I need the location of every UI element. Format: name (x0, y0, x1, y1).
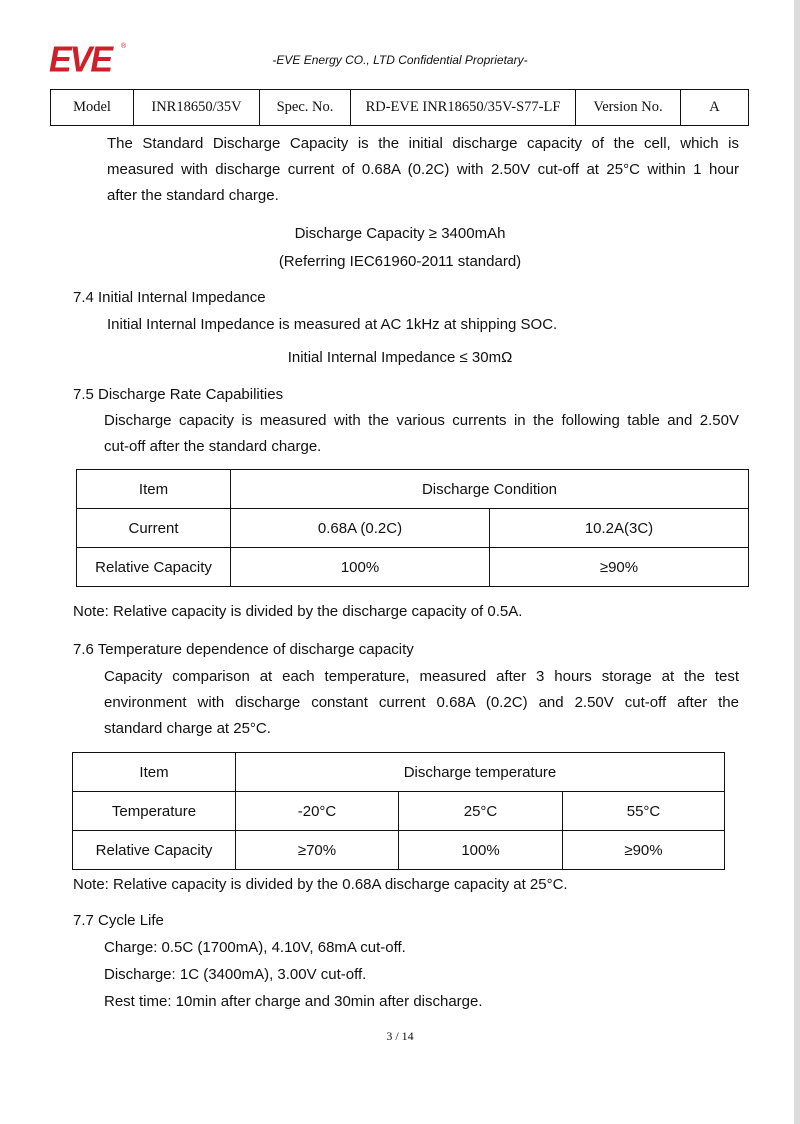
temperature-table (72, 752, 725, 870)
eve-logo: EVE (49, 40, 112, 80)
document-header-table (50, 89, 749, 126)
temp-value-2: 25°C (399, 792, 563, 831)
temp-item-header: Item (73, 753, 236, 792)
section-7-4-text: Initial Internal Impedance is measured at AC 1kHz at shipping SOC. (107, 316, 558, 333)
section-7-5-title: 7.5 Discharge Rate Capabilities (73, 386, 284, 403)
intro-line-2: measured with discharge current of 0.68A (0.2C) with 2.50V cut-off at 25°C within 1 hour (107, 161, 739, 178)
temp-capacity-label: Relative Capacity (73, 831, 236, 870)
rate-capacity-1: 100% (231, 548, 490, 587)
section-7-6-line-2: environment with discharge constant current 0.68A (0.2C) and 2.50V cut-off after the (104, 694, 739, 711)
registered-mark: ® (121, 43, 127, 50)
section-7-5-note: Note: Relative capacity is divided by the discharge capacity of 0.5A. (73, 603, 523, 620)
page-number: 3 / 14 (386, 1029, 414, 1043)
section-7-5-line-2: cut-off after the standard charge. (104, 438, 322, 455)
section-7-6-note: Note: Relative capacity is divided by the 0.68A discharge capacity at 25°C. (73, 876, 568, 893)
confidential-notice: -EVE Energy CO., LTD Confidential Proprietary- (272, 53, 528, 67)
table-row (77, 470, 749, 509)
temp-value-3: 55°C (563, 792, 725, 831)
table-row (73, 753, 725, 792)
model-value: INR18650/35V (134, 90, 260, 126)
section-7-6-line-3: standard charge at 25°C. (104, 720, 271, 737)
temp-value-1: -20°C (236, 792, 399, 831)
temp-capacity-1: ≥70% (236, 831, 399, 870)
section-7-6-line-1: Capacity comparison at each temperature, measured after 3 hours storage at the test (104, 668, 739, 685)
temp-capacity-3: ≥90% (563, 831, 725, 870)
section-7-7-title: 7.7 Cycle Life (73, 912, 164, 929)
impedance-formula: Initial Internal Impedance ≤ 30mΩ (287, 349, 513, 366)
table-row (73, 831, 725, 870)
page-edge-shadow (794, 0, 800, 1124)
intro-line-3: after the standard charge. (107, 187, 279, 204)
rate-current-label: Current (77, 509, 231, 548)
cycle-rest-time: Rest time: 10min after charge and 30min after discharge. (104, 993, 483, 1010)
section-7-6-title: 7.6 Temperature dependence of discharge capacity (73, 641, 414, 658)
table-row (77, 509, 749, 548)
spec-value: RD-EVE INR18650/35V-S77-LF (351, 90, 576, 126)
cycle-charge: Charge: 0.5C (1700mA), 4.10V, 68mA cut-off. (104, 939, 406, 956)
capacity-formula: Discharge Capacity ≥ 3400mAh (294, 225, 506, 242)
rate-current-2: 10.2A(3C) (490, 509, 749, 548)
header-row (51, 90, 749, 126)
model-label: Model (51, 90, 134, 126)
rate-current-1: 0.68A (0.2C) (231, 509, 490, 548)
temp-capacity-2: 100% (399, 831, 563, 870)
intro-line-1: The Standard Discharge Capacity is the initial discharge capacity of the cell, which is (107, 135, 739, 152)
version-value: A (681, 90, 749, 126)
table-row (73, 792, 725, 831)
rate-capacity-2: ≥90% (490, 548, 749, 587)
temp-temperature-label: Temperature (73, 792, 236, 831)
discharge-rate-table (76, 469, 749, 587)
table-row (77, 548, 749, 587)
temp-condition-header: Discharge temperature (236, 753, 725, 792)
cycle-discharge: Discharge: 1C (3400mA), 3.00V cut-off. (104, 966, 367, 983)
capacity-reference: (Referring IEC61960-2011 standard) (278, 253, 522, 270)
spec-label: Spec. No. (260, 90, 351, 126)
section-7-5-line-1: Discharge capacity is measured with the various currents in the following table and 2.50V (104, 412, 739, 429)
section-7-4-title: 7.4 Initial Internal Impedance (73, 289, 266, 306)
rate-item-header: Item (77, 470, 231, 509)
rate-capacity-label: Relative Capacity (77, 548, 231, 587)
rate-condition-header: Discharge Condition (231, 470, 749, 509)
version-label: Version No. (576, 90, 681, 126)
